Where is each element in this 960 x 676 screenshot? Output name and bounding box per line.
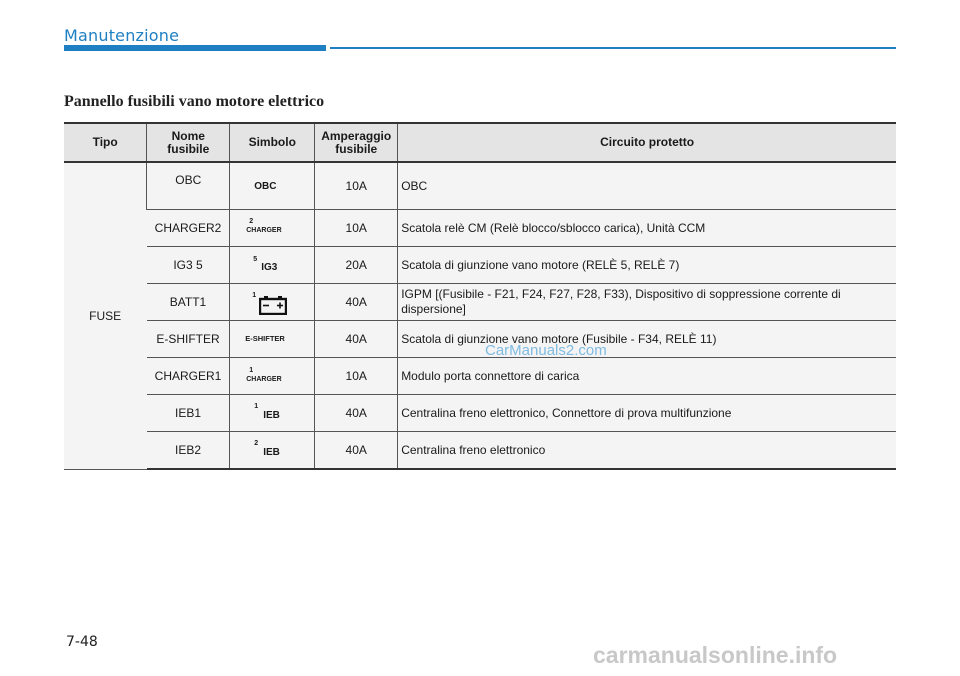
fuse-circuit: Centralina freno elettronico, Connettore di prova multifunzione xyxy=(398,395,896,432)
col-header-nome-line1: Nome xyxy=(171,128,205,143)
table-row xyxy=(64,321,896,358)
page-heading: Pannello fusibili vano motore elettrico xyxy=(64,93,325,110)
table-row xyxy=(64,284,896,321)
fuse-amp: 40A xyxy=(315,284,398,321)
table-row xyxy=(64,162,896,210)
symbol-text: OBC xyxy=(254,181,277,192)
fuse-symbol xyxy=(230,358,315,395)
fuse-symbol xyxy=(230,210,315,247)
watermark-bottom: carmanualsonline.info xyxy=(593,642,838,668)
fuse-amp: 10A xyxy=(315,358,398,395)
fuse-amp: 10A xyxy=(315,162,398,210)
section-title: Manutenzione xyxy=(64,26,180,45)
fuse-name: E-SHIFTER xyxy=(147,321,230,358)
fuse-name: IEB1 xyxy=(147,395,230,432)
fuse-circuit: Centralina freno elettronico xyxy=(398,432,896,470)
fuse-table xyxy=(64,122,896,470)
header-rule-thick xyxy=(64,45,326,51)
col-header-nome-line2: fusibile xyxy=(167,141,210,156)
fuse-name: OBC xyxy=(147,162,230,210)
fuse-amp: 40A xyxy=(315,432,398,470)
symbol-text: E-SHIFTER xyxy=(245,334,285,343)
symbol-number: 2 xyxy=(249,218,254,225)
fuse-amp: 40A xyxy=(315,321,398,358)
symbol-text: CHARGER xyxy=(246,376,282,383)
fuse-name: CHARGER2 xyxy=(147,210,230,247)
fuse-name: IG3 5 xyxy=(147,247,230,284)
fuse-amp: 40A xyxy=(315,395,398,432)
col-header-amperaggio xyxy=(315,123,398,162)
type-cell: FUSE xyxy=(64,162,147,469)
fuse-symbol xyxy=(230,321,315,358)
watermark-middle: CarManuals2.com xyxy=(485,342,607,359)
fuse-amp: 10A xyxy=(315,210,398,247)
symbol-number: 2 xyxy=(254,440,259,447)
col-header-amp-line2: fusibile xyxy=(335,141,378,156)
symbol-number: 5 xyxy=(253,256,258,263)
col-header-nome xyxy=(147,123,230,162)
fuse-symbol xyxy=(230,395,315,432)
col-header-tipo: Tipo xyxy=(64,123,147,162)
table-row xyxy=(64,358,896,395)
fuse-symbol xyxy=(230,162,315,210)
fuse-symbol xyxy=(230,247,315,284)
fuse-name: CHARGER1 xyxy=(147,358,230,395)
symbol-text: CHARGER xyxy=(246,227,282,234)
symbol-text: IEB xyxy=(263,410,280,421)
symbol-text: IG3 xyxy=(261,262,278,273)
table-row xyxy=(64,210,896,247)
symbol-text: IEB xyxy=(263,447,280,458)
col-header-amp-line1: Amperaggio xyxy=(321,128,392,143)
col-header-simbolo: Simbolo xyxy=(230,123,315,162)
table-row xyxy=(64,395,896,432)
fuse-name: IEB2 xyxy=(147,432,230,470)
fuse-circuit: Scatola relè CM (Relè blocco/sblocco carica), Unità CCM xyxy=(398,210,896,247)
fuse-symbol xyxy=(230,432,315,470)
symbol-number: 1 xyxy=(252,292,257,299)
fuse-circuit: Scatola di giunzione vano motore (RELÈ 5, RELÈ 7) xyxy=(398,247,896,284)
table-row xyxy=(64,432,896,470)
table-row xyxy=(64,247,896,284)
fuse-symbol xyxy=(230,284,315,321)
symbol-number: 1 xyxy=(249,367,254,374)
page-number: 7-48 xyxy=(66,634,98,650)
fuse-circuit: Modulo porta connettore di carica xyxy=(398,358,896,395)
fuse-circuit: OBC xyxy=(398,162,896,210)
fuse-circuit: Scatola di giunzione vano motore (Fusibile - F34, RELÈ 11) xyxy=(398,321,896,358)
fuse-name: BATT1 xyxy=(147,284,230,321)
col-header-circuito: Circuito protetto xyxy=(398,123,896,162)
fuse-amp: 20A xyxy=(315,247,398,284)
battery-icon xyxy=(259,295,287,315)
fuse-circuit: IGPM [(Fusibile - F21, F24, F27, F28, F33), Dispositivo di soppressione corrente di dispersione] xyxy=(398,284,896,321)
symbol-number: 1 xyxy=(254,403,259,410)
header-rule-thin xyxy=(330,47,896,49)
table-header-row xyxy=(64,123,896,162)
